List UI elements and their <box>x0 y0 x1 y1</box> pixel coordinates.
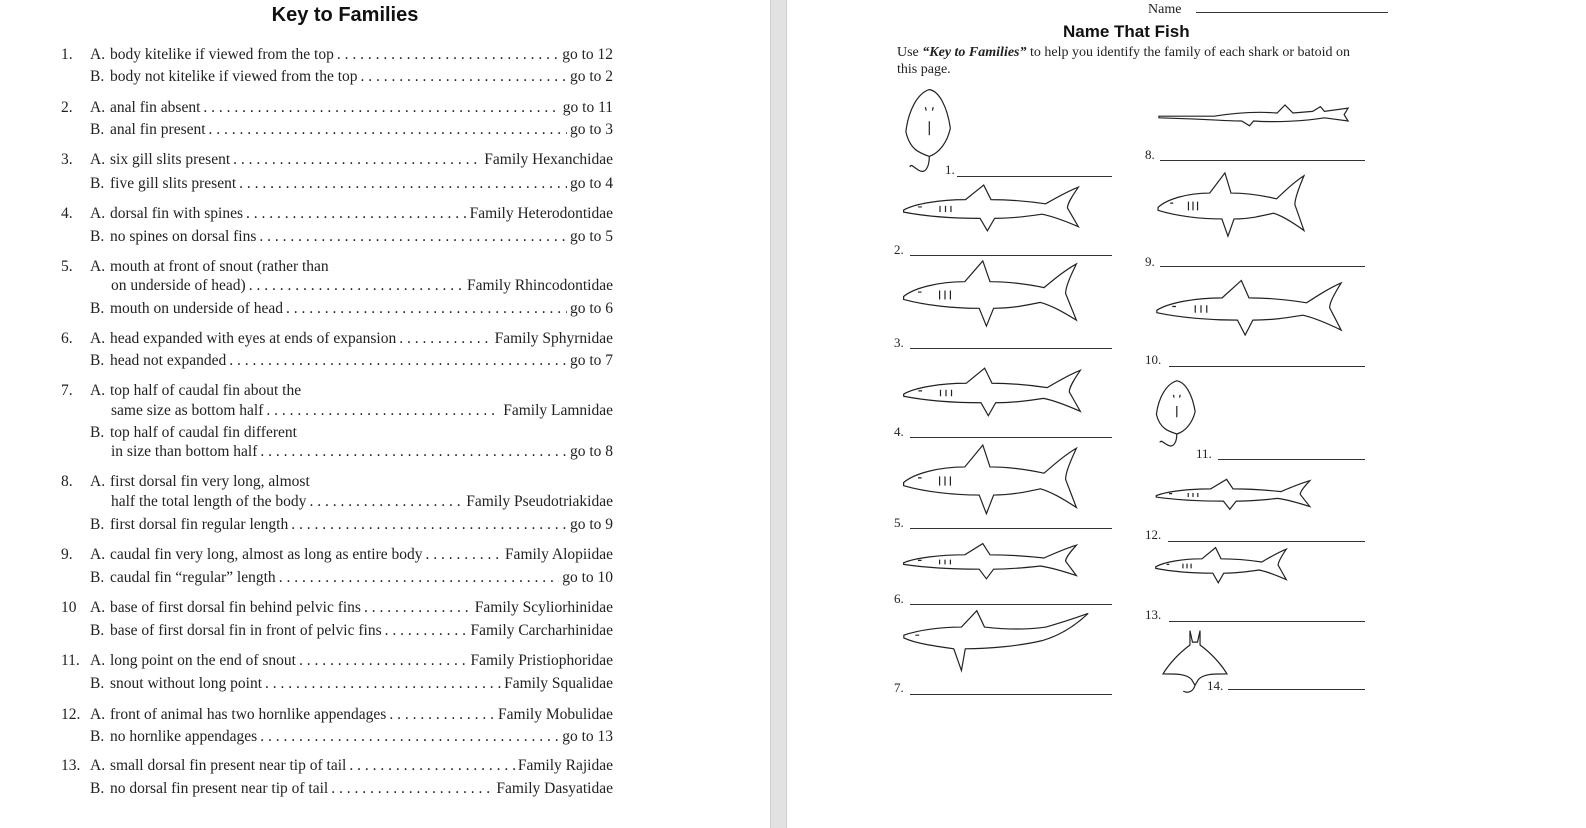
key-line <box>0 228 700 248</box>
key-option-letter: B. <box>90 780 105 797</box>
key-line <box>0 652 700 672</box>
key-description: dorsal fin with spines <box>110 205 244 222</box>
key-result: go to 13 <box>562 728 613 745</box>
key-option-letter: A. <box>90 599 106 616</box>
shark-drawing <box>900 542 1080 582</box>
dot-leader <box>337 46 559 64</box>
key-result: go to 7 <box>569 352 613 369</box>
key-line <box>0 382 700 402</box>
key-result: Family Squalidae <box>504 675 613 692</box>
key-option-letter: B. <box>90 424 105 441</box>
key-description: five gill slits present <box>110 175 237 192</box>
key-option-letter: A. <box>90 99 106 116</box>
key-result: Family Rhincodontidae <box>467 277 613 294</box>
key-step-number: 9. <box>61 546 73 563</box>
key-line <box>0 46 700 66</box>
answer-blank[interactable] <box>1218 459 1365 460</box>
key-line <box>0 728 700 748</box>
key-description: top half of caudal fin different <box>110 424 297 441</box>
answer-number: 5. <box>894 515 904 530</box>
key-line <box>0 780 700 800</box>
key-description: long point on the end of snout <box>110 652 296 669</box>
dot-leader <box>265 675 501 693</box>
key-result: Family Lamnidae <box>503 402 613 419</box>
answer-blank[interactable] <box>910 528 1112 529</box>
key-option-letter: B. <box>90 228 105 245</box>
page-gutter <box>770 0 787 828</box>
key-description: caudal fin “regular” length <box>110 569 276 586</box>
key-line <box>0 205 700 225</box>
key-line <box>0 516 700 536</box>
dot-leader <box>331 780 493 798</box>
key-result: Family Pseudotriakidae <box>466 493 613 510</box>
key-result: Family Sphyrnidae <box>494 330 613 347</box>
key-line <box>0 99 700 119</box>
key-result: go to 2 <box>569 68 613 85</box>
dot-leader <box>299 652 467 670</box>
key-step-number: 7. <box>61 382 73 399</box>
key-line <box>0 473 700 493</box>
dot-leader <box>209 121 567 139</box>
key-description: body kitelike if viewed from the top <box>110 46 334 63</box>
key-step-number: 10 <box>61 599 77 616</box>
key-step-number: 4. <box>61 205 73 222</box>
key-line <box>0 622 700 642</box>
key-option-letter: A. <box>90 546 106 563</box>
key-result: Family Heterodontidae <box>469 205 613 222</box>
key-line <box>0 121 700 141</box>
dot-leader <box>259 228 567 246</box>
key-option-letter: A. <box>90 757 106 774</box>
key-option-letter: B. <box>90 569 105 586</box>
key-line <box>0 493 700 513</box>
key-line <box>0 330 700 350</box>
key-result: Family Rajidae <box>517 757 613 774</box>
ray-drawing <box>902 86 980 174</box>
shark-drawing <box>1153 546 1289 586</box>
answer-blank[interactable] <box>1168 541 1365 542</box>
answer-blank[interactable] <box>1160 160 1365 161</box>
dot-leader <box>260 728 559 746</box>
dot-leader <box>291 516 567 534</box>
key-line <box>0 300 700 320</box>
key-description: no hornlike appendages <box>110 728 258 745</box>
shark-drawing <box>1155 170 1307 242</box>
key-line <box>0 258 700 278</box>
key-line <box>0 757 700 777</box>
key-page <box>0 0 770 828</box>
key-description: no spines on dorsal fins <box>110 228 257 245</box>
key-option-letter: B. <box>90 675 105 692</box>
key-result: go to 10 <box>562 569 613 586</box>
dot-leader <box>361 68 567 86</box>
answer-number: 4. <box>894 424 904 439</box>
key-description: anal fin present <box>110 121 206 138</box>
key-line <box>0 424 700 444</box>
key-title: Key to Families <box>271 4 419 26</box>
dot-leader <box>309 493 463 511</box>
shark-drawing <box>900 183 1082 235</box>
key-result: Family Mobulidae <box>498 706 613 723</box>
key-step-number: 1. <box>61 46 73 63</box>
key-description: first dorsal fin regular length <box>110 516 289 533</box>
answer-number: 14. <box>1207 678 1224 693</box>
key-result: go to 6 <box>569 300 613 317</box>
shark-drawing <box>1153 478 1313 512</box>
key-line <box>0 402 700 422</box>
key-description: small dorsal fin present near tip of tail <box>110 757 347 774</box>
thresher-drawing <box>900 608 1092 676</box>
key-option-letter: B. <box>90 121 105 138</box>
key-option-letter: B. <box>90 622 105 639</box>
answer-number: 1. <box>945 162 955 177</box>
key-option-letter: A. <box>90 258 106 275</box>
key-description: half the total length of the body <box>111 493 307 510</box>
dot-leader <box>364 599 472 617</box>
answer-number: 2. <box>894 242 904 257</box>
key-line <box>0 68 700 88</box>
answer-number: 8. <box>1145 147 1155 162</box>
answer-number: 10. <box>1145 352 1162 367</box>
key-step-number: 13. <box>61 757 81 774</box>
key-result: go to 12 <box>562 46 613 63</box>
key-step-number: 8. <box>61 473 73 490</box>
answer-number: 6. <box>894 591 904 606</box>
key-step-number: 11. <box>61 652 80 669</box>
key-description: same size as bottom half <box>111 402 264 419</box>
key-line <box>0 599 700 619</box>
key-line <box>0 675 700 695</box>
key-description: anal fin absent <box>110 99 201 116</box>
answer-blank[interactable] <box>910 694 1112 695</box>
shark-drawing <box>900 258 1080 332</box>
key-description: in size than bottom half <box>111 443 258 460</box>
key-description: base of first dorsal fin in front of pelvic fins <box>110 622 382 639</box>
instructions: Use “Key to Families” to help you identify the family of each shark or batoid on this page. <box>897 45 1350 77</box>
key-result: go to 8 <box>569 443 613 460</box>
answer-blank[interactable] <box>1160 266 1365 267</box>
name-label: Name <box>1148 2 1182 17</box>
key-result: go to 9 <box>569 516 613 533</box>
key-description: mouth at front of snout (rather than <box>110 258 329 275</box>
key-option-letter: A. <box>90 706 106 723</box>
key-result: Family Hexanchidae <box>484 151 613 168</box>
key-reference: “Key to Families” <box>922 45 1027 60</box>
dot-leader <box>349 757 515 775</box>
answer-blank[interactable] <box>910 437 1112 438</box>
key-option-letter: A. <box>90 151 106 168</box>
dot-leader <box>233 151 481 169</box>
dot-leader <box>246 205 467 223</box>
answer-blank[interactable] <box>1169 366 1365 367</box>
key-result: Family Carcharhinidae <box>470 622 613 639</box>
answer-number: 11. <box>1196 446 1212 461</box>
key-description: caudal fin very long, almost as long as entire body <box>110 546 423 563</box>
key-description: top half of caudal fin about the <box>110 382 302 399</box>
answer-blank[interactable] <box>1228 689 1365 690</box>
key-line <box>0 175 700 195</box>
key-step-number: 3. <box>61 151 73 168</box>
key-description: on underside of head) <box>111 277 246 294</box>
key-description: no dorsal fin present near tip of tail <box>110 780 329 797</box>
key-step-number: 6. <box>61 330 73 347</box>
key-option-letter: A. <box>90 205 106 222</box>
key-result: Family Pristiophoridae <box>470 652 613 669</box>
answer-number: 3. <box>894 335 904 350</box>
key-line <box>0 706 700 726</box>
shark-drawing <box>1153 278 1345 340</box>
sawshark-drawing <box>1155 97 1352 137</box>
key-result: Family Alopiidae <box>504 546 613 563</box>
dot-leader <box>399 330 491 348</box>
key-line <box>0 352 700 372</box>
key-description: snout without long point <box>110 675 262 692</box>
answer-number: 13. <box>1145 607 1162 622</box>
answer-number: 12. <box>1145 527 1162 542</box>
shark-drawing <box>900 442 1080 520</box>
key-result: go to 5 <box>569 228 613 245</box>
key-description: head not expanded <box>110 352 227 369</box>
key-description: six gill slits present <box>110 151 231 168</box>
key-option-letter: B. <box>90 516 105 533</box>
key-step-number: 2. <box>61 99 73 116</box>
key-line <box>0 443 700 463</box>
answer-blank[interactable] <box>910 255 1112 256</box>
dot-leader <box>389 706 495 724</box>
key-description: head expanded with eyes at ends of expansion <box>110 330 397 347</box>
dot-leader <box>203 99 559 117</box>
key-result: go to 4 <box>569 175 613 192</box>
ray-drawing <box>1153 378 1221 448</box>
key-description: first dorsal fin very long, almost <box>110 473 310 490</box>
dot-leader <box>229 352 567 370</box>
answer-number: 7. <box>894 680 904 695</box>
answer-blank[interactable] <box>957 176 1112 177</box>
dot-leader <box>239 175 567 193</box>
key-line <box>0 151 700 171</box>
dot-leader <box>286 300 567 318</box>
key-option-letter: A. <box>90 473 106 490</box>
key-option-letter: B. <box>90 175 105 192</box>
key-step-number: 5. <box>61 258 73 275</box>
shark-drawing <box>900 366 1084 420</box>
dot-leader <box>266 402 500 420</box>
key-line <box>0 569 700 589</box>
answer-number: 9. <box>1145 254 1155 269</box>
worksheet-title: Name That Fish <box>1063 22 1190 41</box>
dot-leader <box>260 443 567 461</box>
key-option-letter: A. <box>90 652 106 669</box>
key-description: mouth on underside of head <box>110 300 284 317</box>
key-option-letter: B. <box>90 728 105 745</box>
key-description: base of first dorsal fin behind pelvic fins <box>110 599 361 616</box>
key-result: Family Scyliorhinidae <box>474 599 613 616</box>
dot-leader <box>279 569 560 587</box>
key-option-letter: B. <box>90 352 105 369</box>
name-field[interactable] <box>1196 12 1388 13</box>
answer-blank[interactable] <box>910 604 1112 605</box>
key-line <box>0 277 700 297</box>
dot-leader <box>249 277 464 295</box>
key-line <box>0 546 700 566</box>
dot-leader <box>426 546 502 564</box>
key-description: front of animal has two hornlike appendages <box>110 706 387 723</box>
key-result: Family Dasyatidae <box>496 780 613 797</box>
key-option-letter: B. <box>90 68 105 85</box>
key-result: go to 11 <box>562 99 613 116</box>
key-description: body not kitelike if viewed from the top <box>110 68 358 85</box>
key-option-letter: A. <box>90 382 106 399</box>
key-step-number: 12. <box>61 706 81 723</box>
key-option-letter: A. <box>90 330 106 347</box>
key-option-letter: A. <box>90 46 106 63</box>
dot-leader <box>385 622 468 640</box>
key-result: go to 3 <box>569 121 613 138</box>
key-option-letter: B. <box>90 300 105 317</box>
manta-drawing <box>1153 622 1237 694</box>
answer-blank[interactable] <box>910 348 1112 349</box>
